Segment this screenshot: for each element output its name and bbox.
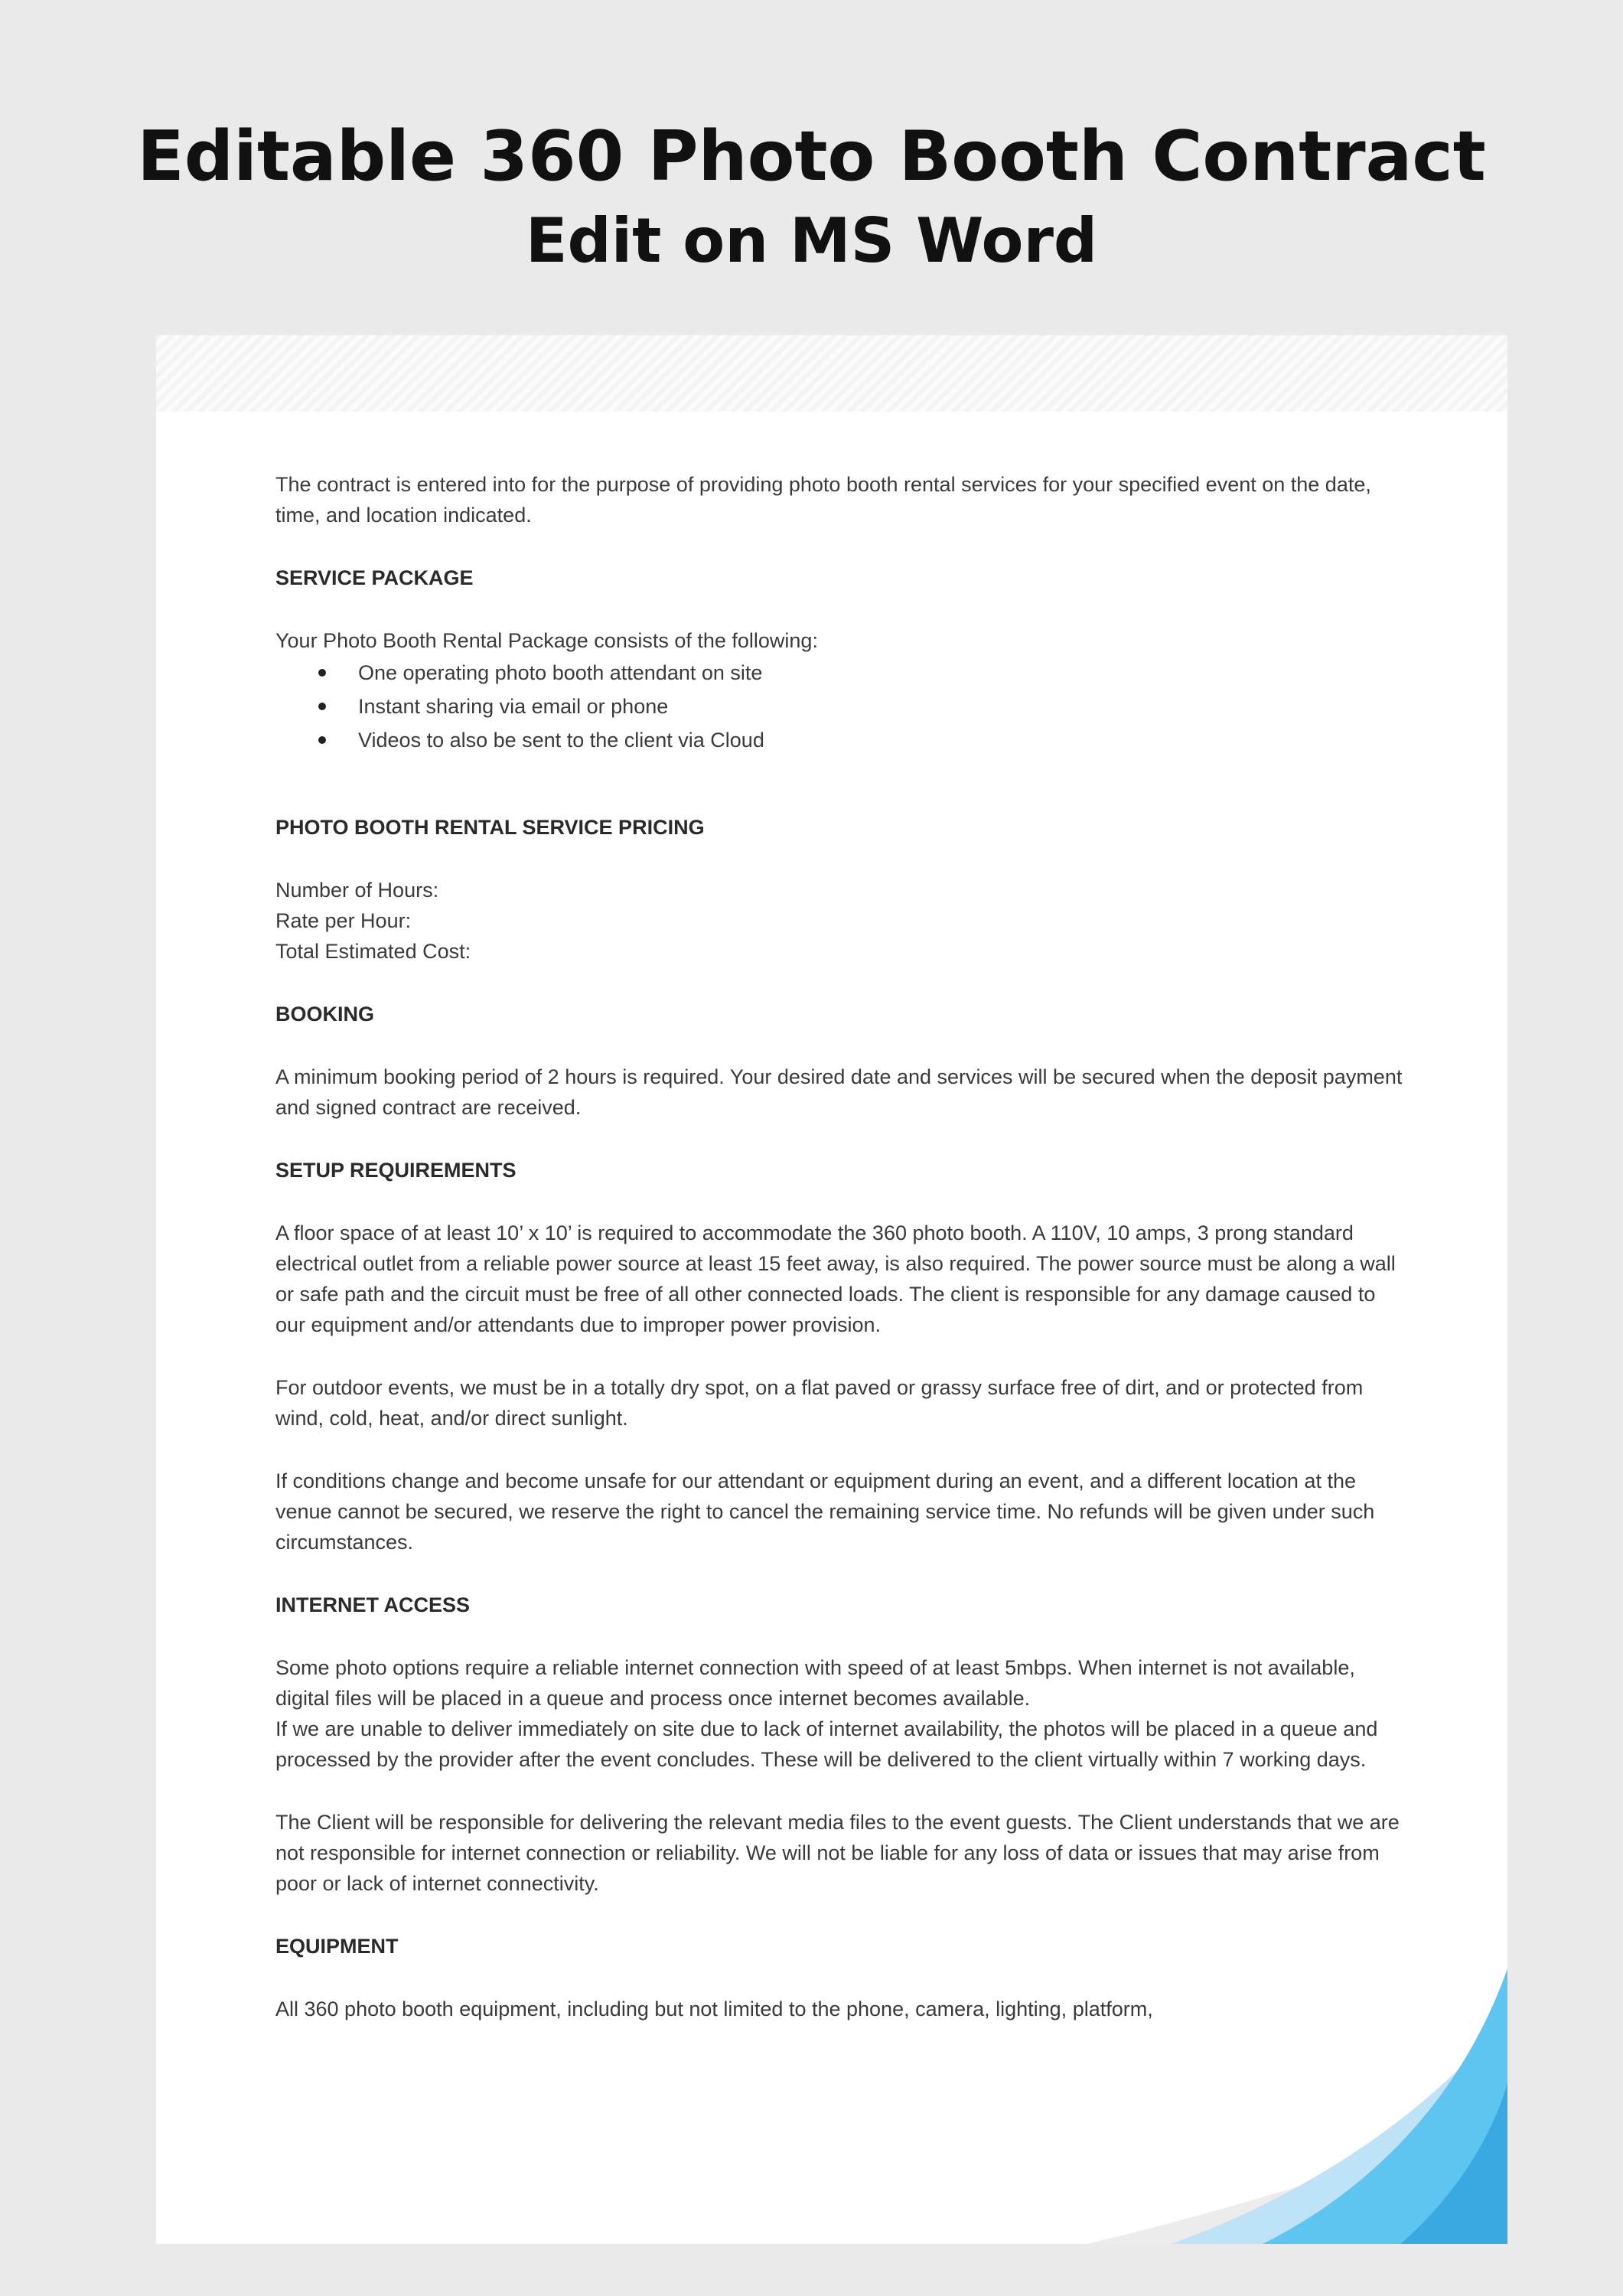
bullet-icon [318, 703, 326, 710]
service-package-lead: Your Photo Booth Rental Package consists of the following: [275, 629, 818, 652]
document-header-band [156, 335, 1507, 412]
bullet-icon [318, 669, 326, 677]
page-headline: Editable 360 Photo Booth Contract [137, 116, 1486, 197]
pricing-total: Total Estimated Cost: [275, 940, 471, 963]
document-preview [156, 335, 1507, 2244]
page-subheadline: Edit on MS Word [525, 205, 1098, 276]
setup-paragraph-1: A floor space of at least 10’ x 10’ is required to accommodate the 360 photo booth. A 110V, 10 amps, 3 prong standard electrical outlet from a reliable power source at least 15 feet away, is also required. The power source must be along a wall or safe path and the circuit must be free of all other connected loads. The client is responsible for any damage caused to our equipment and/or attendants due to improper power provision. [275, 1221, 1396, 1336]
intro-paragraph: The contract is entered into for the purpose of providing photo booth rental services for your specified event on the date, time, and location indicated. [275, 473, 1371, 527]
service-package-list [275, 656, 1408, 757]
bullet-icon [318, 736, 326, 744]
booking-paragraph: A minimum booking period of 2 hours is required. Your desired date and services will be secured when the deposit payment and signed contract are received. [275, 1065, 1403, 1119]
section-heading-pricing: PHOTO BOOTH RENTAL SERVICE PRICING [275, 816, 705, 839]
section-heading-equipment: EQUIPMENT [275, 1935, 399, 1958]
section-heading-service-package: SERVICE PACKAGE [275, 566, 474, 589]
equipment-paragraph: All 360 photo booth equipment, including but not limited to the phone, camera, lighting, platform, [275, 1998, 1153, 2020]
section-heading-setup: SETUP REQUIREMENTS [275, 1159, 517, 1182]
internet-paragraph-3: The Client will be responsible for delivering the relevant media files to the event guests. The Client understands that we are not responsible for internet connection or reliability. We will not be liable for any loss of data or issues that may arise from poor or lack of internet connectivity. [275, 1811, 1400, 1895]
internet-paragraph-1: Some photo options require a reliable internet connection with speed of at least 5mbps. When internet is not available, digital files will be placed in a queue and process once internet becomes available. [275, 1656, 1355, 1710]
document-body [275, 469, 1408, 2024]
pricing-rate: Rate per Hour: [275, 909, 412, 932]
list-item: Videos to also be sent to the client via Cloud [275, 723, 1408, 757]
section-heading-booking: BOOKING [275, 1003, 375, 1026]
setup-paragraph-2: For outdoor events, we must be in a totally dry spot, on a flat paved or grassy surface free of dirt, and or protected from wind, cold, heat, and/or direct sunlight. [275, 1376, 1364, 1430]
list-item: One operating photo booth attendant on site [275, 656, 1408, 690]
list-item: Instant sharing via email or phone [275, 690, 1408, 723]
section-heading-internet: INTERNET ACCESS [275, 1593, 471, 1616]
internet-paragraph-2: If we are unable to deliver immediately on site due to lack of internet availability, the photos will be placed in a queue and processed by the provider after the event concludes. These will be delivered to the client virtually within 7 working days. [275, 1717, 1378, 1771]
pricing-hours: Number of Hours: [275, 879, 439, 902]
setup-paragraph-3: If conditions change and become unsafe for our attendant or equipment during an event, and a different location at the venue cannot be secured, we reserve the right to cancel the remaining service time. No refunds will be given under such circumstances. [275, 1469, 1375, 1554]
